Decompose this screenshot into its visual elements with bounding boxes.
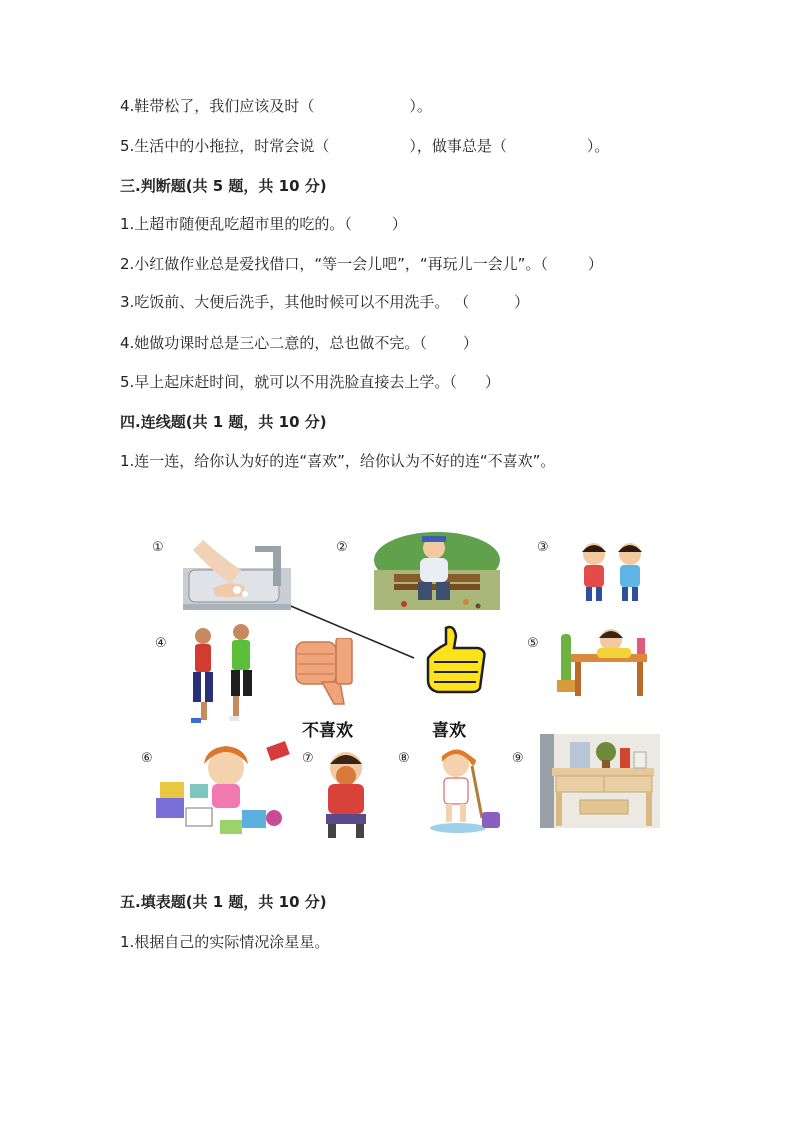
- picture-number-5: ⑤: [527, 636, 539, 651]
- tidy-desk-picture: [540, 734, 660, 828]
- table-question: 1.根据自己的实际情况涂星星。: [120, 933, 330, 951]
- fill-blank-q5: 5.生活中的小拖拉，时常会说（ ），做事总是（ ）。: [120, 137, 610, 155]
- dislike-label: 不喜欢: [302, 721, 353, 741]
- picture-number-4: ④: [155, 636, 167, 651]
- section-heading-table: 五.填表题(共 1 题，共 10 分): [120, 893, 327, 911]
- sleeping-student-picture: [557, 624, 649, 700]
- like-label: 喜欢: [432, 721, 466, 741]
- girl-sweeping-picture: [428, 748, 502, 834]
- picture-number-2: ②: [336, 540, 348, 555]
- judge-item-1: 1.上超市随便乱吃超市里的吃的。（ ）: [120, 215, 407, 233]
- hand-washing-picture: [183, 540, 291, 610]
- judge-item-2: 2.小红做作业总是爱找借口，“等一会儿吧”，“再玩儿一会儿”。（ ）: [120, 255, 603, 273]
- judge-item-3: 3.吃饭前、大便后洗手，其他时候可以不用洗手。 （ ）: [120, 293, 530, 311]
- section-heading-judge: 三.判断题(共 5 题，共 10 分): [120, 177, 327, 195]
- messy-room-girl-picture: [150, 738, 292, 838]
- picture-number-9: ⑨: [512, 751, 524, 766]
- thumbs-down-picture: [294, 638, 354, 706]
- boy-eating-picture: [318, 748, 374, 840]
- picture-number-1: ①: [152, 540, 164, 555]
- picture-number-6: ⑥: [141, 751, 153, 766]
- littering-man-picture: [374, 530, 500, 610]
- picture-number-3: ③: [537, 540, 549, 555]
- section-heading-matching: 四.连线题(共 1 题，共 10 分): [120, 413, 327, 431]
- judge-item-4: 4.她做功课时总是三心二意的，总也做不完。（ ）: [120, 334, 478, 352]
- picture-number-7: ⑦: [302, 751, 314, 766]
- saluting-children-picture: [572, 540, 652, 602]
- matching-question: 1.连一连，给你认为好的连“喜欢”，给你认为不好的连“不喜欢”。: [120, 452, 556, 470]
- judge-item-5: 5.早上起床赶时间，就可以不用洗脸直接去上学。（ ）: [120, 373, 500, 391]
- thumbs-up-picture: [424, 624, 488, 694]
- fill-blank-q4: 4.鞋带松了，我们应该及时（ ）。: [120, 97, 432, 115]
- picture-number-8: ⑧: [398, 751, 410, 766]
- running-people-picture: [183, 622, 261, 726]
